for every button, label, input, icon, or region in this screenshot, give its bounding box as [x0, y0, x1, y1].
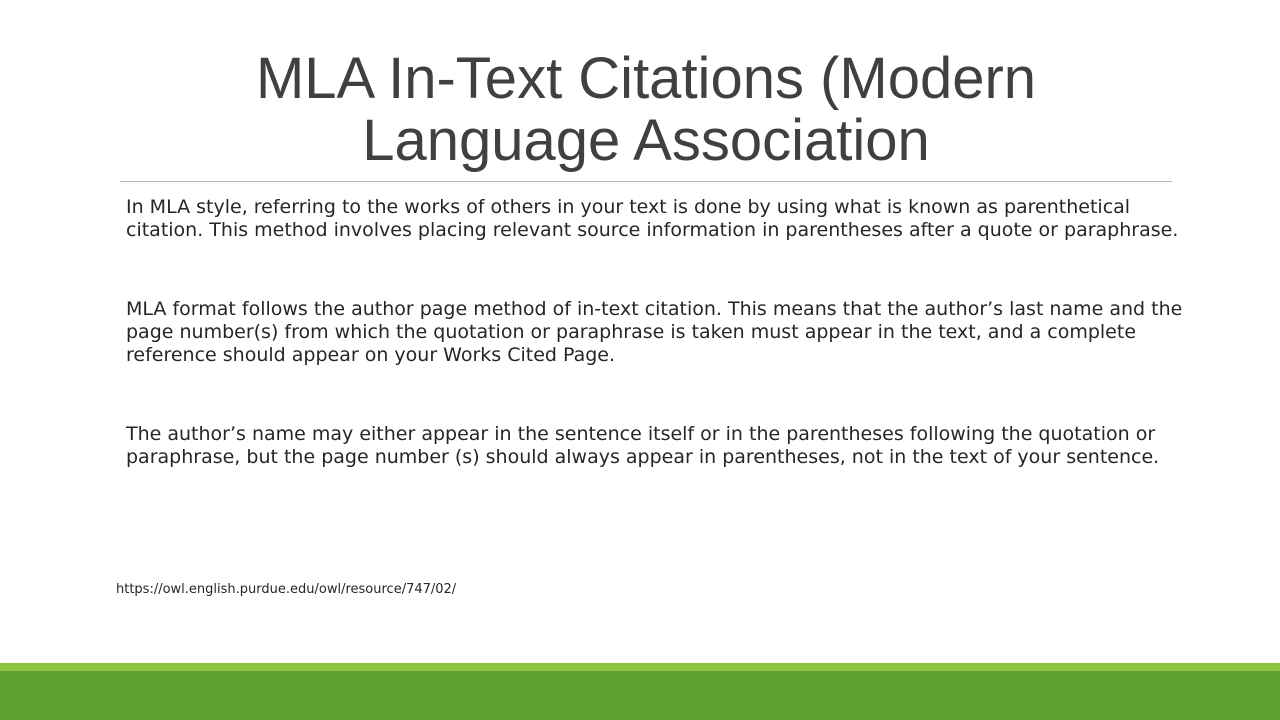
paragraph-author-name-placement: The author’s name may either appear in the sentence itself or in the parentheses following the quotation or paraphrase, but the page number (s) should always appear in parentheses, not in the text of your sentence. [126, 423, 1160, 468]
paragraph-author-page-method: MLA format follows the author page method of in-text citation. This means that the author’s last name and the page number(s) from which the quotation or paraphrase is taken must appear in the text, and a complete reference should appear on your Works Cited Page. [126, 298, 1183, 366]
paragraph-parenthetical-citation: In MLA style, referring to the works of others in your text is done by using what is known as parenthetical citation. This method involves placing relevant source information in parentheses after a quote or paraphrase. [126, 196, 1179, 241]
slide-body [126, 196, 1186, 469]
source-url: https://owl.english.purdue.edu/owl/resource/747/02/ [116, 582, 457, 597]
footer-accent-stripe [0, 663, 1280, 671]
slide-title: MLA In-Text Citations (Modern Language Association [255, 46, 1037, 173]
title-divider [120, 181, 1172, 182]
footer-accent-bar [0, 671, 1280, 720]
